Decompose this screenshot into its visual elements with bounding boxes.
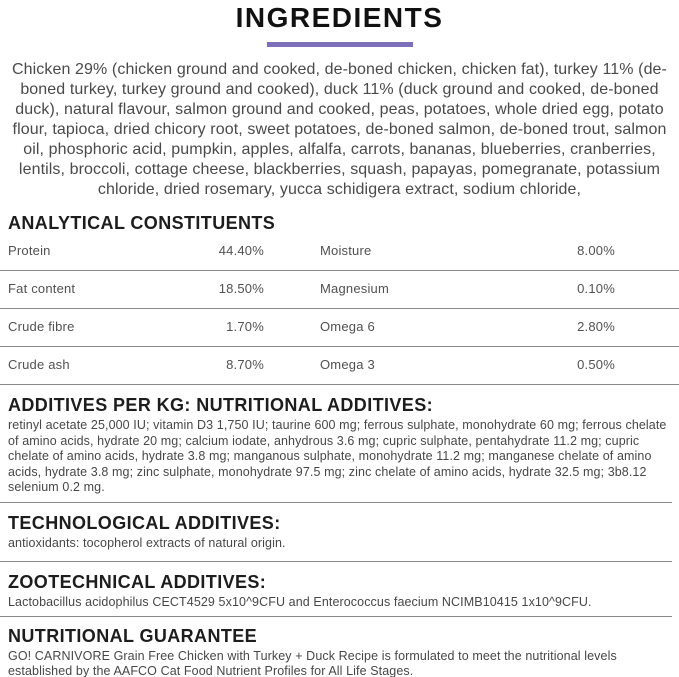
constituent-value: 44.40% (218, 243, 264, 258)
constituent-value: 0.10% (577, 281, 615, 296)
constituent-value: 8.00% (577, 243, 615, 258)
table-row (0, 233, 679, 271)
table-cell-pair-left (8, 281, 264, 297)
page-title: INGREDIENTS (235, 2, 444, 33)
constituent-label: Crude fibre (8, 319, 75, 334)
table-cell-pair-left (8, 243, 264, 259)
constituent-label: Moisture (320, 243, 372, 258)
constituent-value: 8.70% (226, 357, 264, 372)
constituent-label: Magnesium (320, 281, 389, 296)
technological-additives-text: antioxidants: tocopherol extracts of natural origin. (8, 535, 286, 550)
analytical-constituents-heading: ANALYTICAL CONSTITUENTS (8, 213, 276, 233)
nutritional-guarantee-text: GO! CARNIVORE Grain Free Chicken with Turkey + Duck Recipe is formulated to meet the nutritional levels established by the AAFCO Cat Food Nutrient Profiles for All Life Stages. (8, 648, 617, 677)
nutritional-guarantee-heading: NUTRITIONAL GUARANTEE (8, 625, 258, 646)
table-cell-pair-left (8, 357, 264, 373)
table-cell-pair-right (320, 243, 615, 259)
table-cell-pair-right (320, 281, 615, 297)
table-row (0, 309, 679, 347)
section-divider (0, 561, 672, 562)
constituent-value: 2.80% (577, 319, 615, 334)
constituent-label: Crude ash (8, 357, 70, 372)
constituent-value: 0.50% (577, 357, 615, 372)
zootechnical-additives-heading: ZOOTECHNICAL ADDITIVES: (8, 572, 267, 592)
table-cell-pair-right (320, 357, 615, 373)
analytical-constituents-table (0, 233, 679, 385)
constituent-label: Omega 3 (320, 357, 375, 372)
nutritional-additives-heading: ADDITIVES PER KG: NUTRITIONAL ADDITIVES: (8, 395, 434, 415)
table-cell-pair-right (320, 319, 615, 335)
constituent-value: 1.70% (226, 319, 264, 334)
section-divider (0, 616, 672, 617)
ingredients-paragraph: Chicken 29% (chicken ground and cooked, de-boned chicken, chicken fat), turkey 11% (de-boned turkey, turkey ground and cooked), duck 11% (duck ground and cooked, de-boned duck), natural flavour, salmon ground and cooked, peas, potatoes, whole dried egg, potato flour, tapioca, dried chicory root, sweet potatoes, de-boned salmon, de-boned trout, salmon oil, phosphoric acid, pumpkin, apples, alfalfa, carrots, bananas, blueberries, cranberries, lentils, broccoli, cottage cheese, blackberries, squash, papayas, pomegranate, potassium chloride, dried rosemary, yucca schidigera extract, sodium chloride, (12, 61, 667, 198)
technological-additives-heading: TECHNOLOGICAL ADDITIVES: (8, 512, 281, 533)
zootechnical-additives-text: Lactobacillus acidophilus CECT4529 5x10^9CFU and Enterococcus faecium NCIMB10415 1x10^9CFU. (8, 595, 592, 609)
constituent-value: 18.50% (218, 281, 264, 296)
constituent-label: Protein (8, 243, 51, 258)
title-accent-bar (267, 42, 413, 47)
nutritional-additives-text: retinyl acetate 25,000 IU; vitamin D3 1,750 IU; taurine 600 mg; ferrous sulphate, monohydrate 60 mg; ferrous chelate of amino acids, hydrate 20 mg; calcium iodate, anhydrous 3.6 mg; cupric sulphate, pentahydrate 11.2 mg; cupric chelate of amino acids, hydrate 3.8 mg; manganous sulphate, monohydrate 11.2 mg; manganese chelate of amino acids, hydrate 3.8 mg; zinc sulphate, monohydrate 97.5 mg; zinc chelate of amino acids, hydrate 32.5 mg; 3b8.12 selenium 0.2 mg. (8, 418, 667, 494)
table-cell-pair-left (8, 319, 264, 335)
constituent-label: Fat content (8, 281, 76, 296)
table-row (0, 347, 679, 385)
section-divider (0, 502, 672, 503)
table-row (0, 271, 679, 309)
constituent-label: Omega 6 (320, 319, 375, 334)
